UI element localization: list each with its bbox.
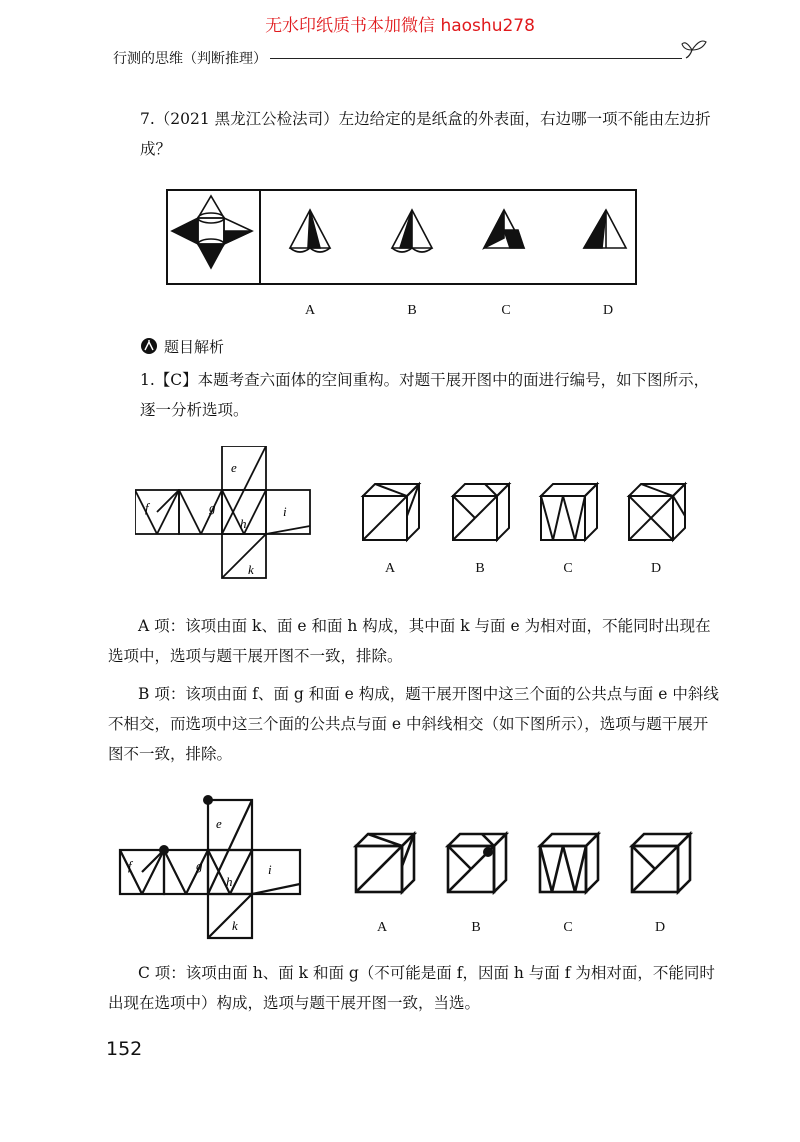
analysis-heading: 题目解析	[164, 338, 225, 356]
header-rule	[270, 58, 682, 59]
watermark: 无水印纸质书本加微信 haoshu278	[265, 16, 535, 36]
fig2-option-c: C	[563, 920, 573, 935]
running-header: 行测的思维（判断推理）	[113, 51, 267, 67]
face-label-g: g	[209, 500, 216, 515]
fig2-option-b: B	[471, 920, 481, 935]
cube2-c	[540, 834, 598, 892]
question-option-b: B	[407, 303, 417, 318]
question-option-a: A	[304, 303, 316, 318]
shared-vertex-marker-left	[159, 845, 169, 855]
face-label-h: h	[240, 516, 247, 531]
cube-b	[453, 484, 509, 540]
face2-label-e: e	[216, 816, 222, 831]
fig1-option-d: D	[650, 561, 662, 576]
para-option-b: B 项：该项由面 f、面 g 和面 e 构成，题干展开图中这三个面的公共点与面 e 中斜线不相交，而选项中这三个面的公共点与面 e 中斜线相交（如下图所示），选项与题干展开图不一致，排除。	[108, 685, 719, 763]
pyramid-c	[484, 210, 524, 248]
cube2-b-vertex-marker	[483, 847, 493, 857]
para-option-c: C 项：该项由面 h、面 k 和面 g（不可能是面 f，因面 h 与面 f 为相对面，不能同时出现在选项中）构成，选项与题干展开图一致，当选。	[108, 964, 715, 1012]
question-option-d: D	[602, 303, 614, 318]
shared-vertex-marker-top	[203, 795, 213, 805]
fig1-option-a: A	[384, 561, 396, 576]
face-label-e: e	[231, 460, 237, 475]
face2-label-f: f	[128, 858, 132, 873]
net-figure-1	[135, 446, 715, 586]
cube-c	[541, 484, 597, 540]
face2-label-k: k	[232, 918, 238, 933]
analysis-intro: 1.【C】本题考查六面体的空间重构。对题干展开图中的面进行编号，如下图所示，逐一分析选项。	[140, 371, 710, 419]
fig1-option-b: B	[475, 561, 485, 576]
face2-label-g: g	[196, 858, 203, 873]
question-figure	[160, 188, 645, 288]
cube-d	[629, 484, 685, 540]
cube2-d	[632, 834, 690, 892]
net-figure-2	[110, 790, 710, 940]
pyramid-b	[392, 210, 432, 252]
face2-label-h: h	[226, 874, 233, 889]
pyramid-a	[290, 210, 330, 252]
fig1-option-c: C	[563, 561, 573, 576]
cube2-a	[356, 834, 414, 892]
leaf-sprout-icon	[680, 36, 710, 64]
analysis-compass-icon	[140, 337, 158, 355]
para-option-a: A 项：该项由面 k、面 e 和面 h 构成，其中面 k 与面 e 为相对面，不能同时出现在选项中，选项与题干展开图不一致，排除。	[108, 617, 711, 665]
face-label-k: k	[248, 562, 254, 577]
fig2-option-a: A	[376, 920, 388, 935]
page-number: 152	[106, 1038, 143, 1060]
question-text: 7.（2021 黑龙江公检法司）左边给定的是纸盒的外表面，右边哪一项不能由左边折成？	[140, 110, 711, 158]
pyramid-d	[584, 210, 626, 248]
cube2-b	[448, 834, 506, 892]
cube-a	[363, 484, 419, 540]
face2-label-i: i	[268, 862, 272, 877]
face-label-i: i	[283, 504, 287, 519]
star-net	[172, 196, 252, 268]
face-label-f: f	[145, 500, 149, 515]
question-option-c: C	[501, 303, 511, 318]
fig2-option-d: D	[654, 920, 666, 935]
